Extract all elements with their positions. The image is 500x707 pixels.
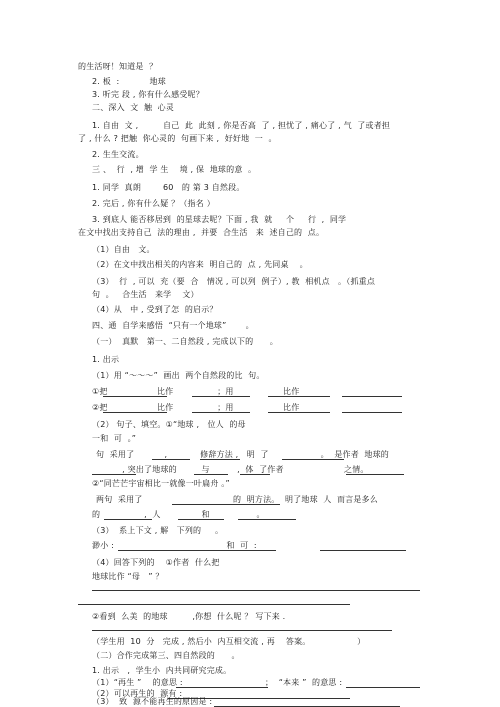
blank-line[interactable] xyxy=(192,396,250,397)
blank-line[interactable] xyxy=(282,459,344,460)
blank-line[interactable] xyxy=(240,474,270,475)
text-line: 句 。 合生活 来学 文） xyxy=(92,290,199,299)
text-line: ②“同芒芒宇宙相比一就像一叶扁舟 。” xyxy=(92,479,230,488)
answer-line[interactable] xyxy=(92,590,420,591)
text-line: , 突出了地球的 与 , 体 了作者 之情。 xyxy=(92,465,369,474)
text-line: （3） 行 , 可以 充（要 合 情况 , 可以列 例子）, 教 相机点 。（抓重点 xyxy=(92,277,376,286)
blank-line[interactable] xyxy=(176,687,268,688)
blank-line[interactable] xyxy=(103,412,167,413)
text-line: （二）合作完成第三、四自然段的 。 xyxy=(92,651,240,660)
blank-line[interactable] xyxy=(200,459,240,460)
text-line: （1）用 “～～～” 画出 两个自然段的比 句。 xyxy=(92,371,265,380)
text-line: 1. 自由 文 , 自己 此 此刻 , 你是否高 了 , 担忧了 , 痛心了 , 气 了或者担 xyxy=(92,121,391,130)
blank-line[interactable] xyxy=(342,396,402,397)
text-line: 地球比作 “母 ” ？ xyxy=(92,572,164,581)
blank-line[interactable] xyxy=(92,474,136,475)
blank-line[interactable] xyxy=(192,412,250,413)
text-line: 2. 完后 , 你有什么疑 ？（指名 ） xyxy=(92,199,215,208)
text-line: 三 、 行 , 增 学 生 境 , 保 地球的意 。 xyxy=(92,165,257,174)
answer-line[interactable] xyxy=(78,604,350,605)
blank-line[interactable] xyxy=(268,396,330,397)
text-line: 句 采用了 , 修辞方法 , 明 了 。 是作者 地球的 xyxy=(96,450,390,459)
blank-line[interactable] xyxy=(172,504,280,505)
blank-line[interactable] xyxy=(346,687,420,688)
text-line: 3. 听完 段 , 你有什么感受呢？ xyxy=(92,90,204,99)
text-line: （1）“再生 ” 的意思 : ； “本来 ” 的意思 : xyxy=(92,678,343,687)
text-line: 1. 同学 真朗 60 的 第 3 自然段。 xyxy=(92,183,245,192)
text-line: 2. 生生交流。 xyxy=(92,150,144,159)
blank-line[interactable] xyxy=(118,550,276,551)
text-line: （1）自由 文。 xyxy=(92,245,155,254)
answer-line[interactable] xyxy=(92,630,392,631)
text-line: （4）从 中 , 受到了怎 的启示？ xyxy=(92,305,218,314)
text-line: 两句 采用了 的 明方法。 明了地球 人 而言是多么 xyxy=(96,495,378,504)
text-line: ②把 比作 ；用 比作 xyxy=(92,403,300,412)
text-line: （一） 真默 第一、二自然段 , 完成以下的 。 xyxy=(92,337,278,346)
text-line: 的 , 人 和 。 xyxy=(92,510,265,519)
text-line: 二、深入 文 触 心灵 xyxy=(92,103,175,112)
blank-line[interactable] xyxy=(346,474,404,475)
text-line: 一和 可 。” xyxy=(92,434,137,443)
text-line: （3） 致 源不能再生的原因是 : xyxy=(92,697,213,706)
text-line: 渺小 : 和 可 : xyxy=(92,541,257,550)
text-line: 1. 出示 xyxy=(92,355,120,364)
text-line: （2）可以再生的 源有 : xyxy=(92,689,183,698)
text-line: 在文中找出支持自己 法的理由 , 并要 合生活 来 述自己的 点。 xyxy=(78,228,325,237)
blank-line[interactable] xyxy=(238,519,296,520)
text-line: 四、通 自学来感悟 “只有一个地球” 。 xyxy=(92,321,254,330)
text-line: （3） 系上下文 , 解 下列的 。 xyxy=(92,526,224,535)
blank-line[interactable] xyxy=(320,550,406,551)
text-line: （2） 句子、填空。①“地球 , 位人 的母 xyxy=(92,420,246,429)
text-line: 2. 板 : 地球 xyxy=(92,77,166,86)
text-line: （2）在文中找出相关的内容来 明自己的 点 , 先同桌 。 xyxy=(92,260,308,269)
blank-line[interactable] xyxy=(194,474,228,475)
text-line: 了 , 什么 ? 把触 你心灵的 句画下来 , 好好地 一 。 xyxy=(78,134,277,143)
blank-line[interactable] xyxy=(268,412,330,413)
text-line: ①把 比作 ；用 比作 xyxy=(92,387,300,396)
blank-line[interactable] xyxy=(342,412,402,413)
text-line: ②看到 么美 的地球 ,你想 什么呢 ？ 写下来 . xyxy=(92,612,286,621)
blank-line[interactable] xyxy=(178,519,224,520)
text-line: （4）回答下列的 ①作者 什么把 xyxy=(92,558,220,567)
text-line: 的生活呀！知道是 ？ xyxy=(78,62,158,71)
blank-line[interactable] xyxy=(152,459,190,460)
text-line: 3. 到底人 能否移居到 的星球去呢？下面 , 我 就 个 行 , 同学 xyxy=(92,215,347,224)
text-line: 1. 出示 , 学生小 内共同研究完成。 xyxy=(92,666,232,675)
blank-line[interactable] xyxy=(103,396,167,397)
text-line: （学生用 10 分 完成 , 然后小 内互相交流 , 再 答案。 ） xyxy=(92,637,366,646)
blank-line[interactable] xyxy=(104,519,152,520)
